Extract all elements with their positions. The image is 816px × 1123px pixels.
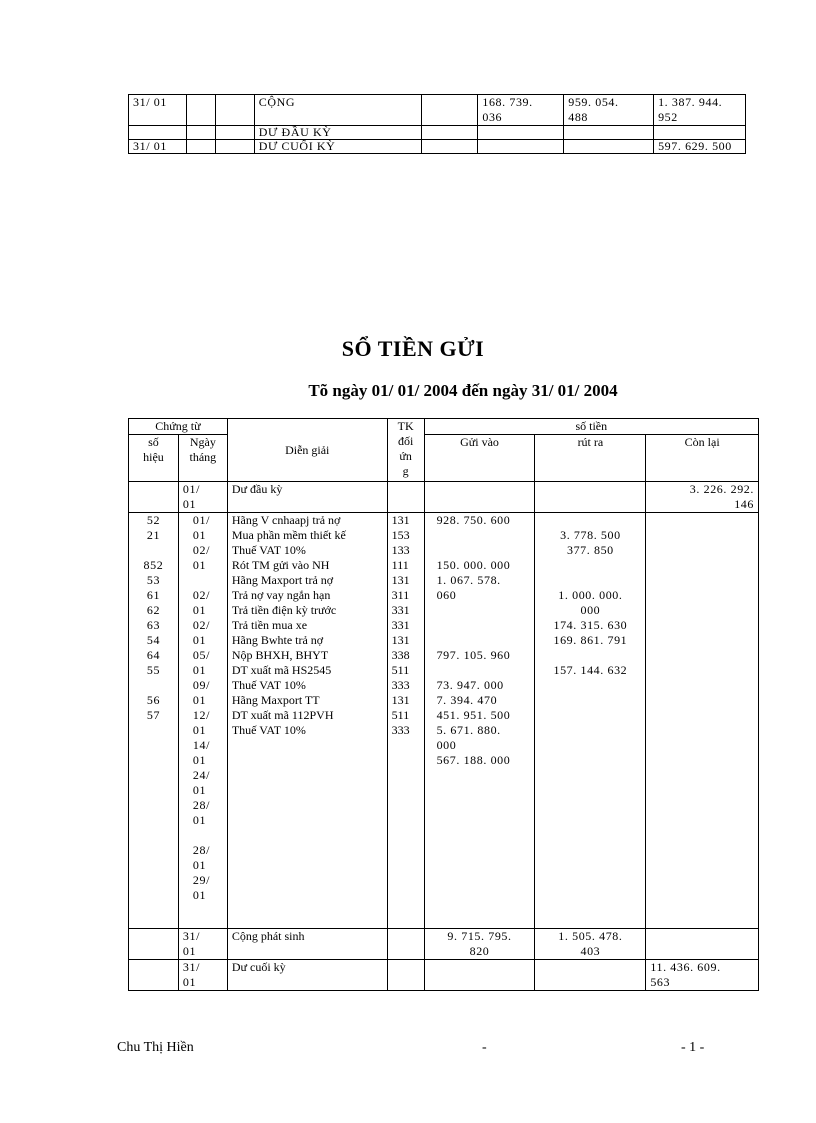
ledger-cell: 57 — [146, 708, 161, 722]
ledger-cell: 28/ — [192, 798, 211, 812]
summary-row-closing — [129, 140, 746, 154]
ledger-cell: 52 — [146, 513, 161, 527]
summary-value: 168. 739. 036 — [478, 95, 564, 126]
ledger-cell: Hãng Bwhte trả nợ — [231, 633, 324, 647]
ledger-cell — [133, 543, 174, 558]
col-tk — [387, 513, 424, 929]
ledger-cell: 131 — [391, 513, 410, 527]
entries-row — [129, 513, 759, 929]
ledger-cell: 63 — [146, 618, 161, 632]
ledger-cell: 14/ — [192, 738, 211, 752]
ledger-cell — [193, 828, 223, 843]
ledger-cell: 1. 067. 578. — [436, 573, 501, 587]
ledger-cell: Trả tiền điện kỳ trước — [231, 603, 337, 617]
ledger-cell: 01 — [192, 888, 207, 902]
header-dien-giai: Diễn giải — [227, 419, 387, 482]
ledger-cell: 928. 750. 600 — [436, 513, 511, 527]
row-date: 01/ 01 — [178, 482, 227, 513]
ledger-cell: 01/ — [192, 513, 211, 527]
ledger-cell: Hãng V cnhaapj trả nợ — [231, 513, 341, 527]
header-gui-vao: Gửi vào — [424, 435, 535, 482]
ledger-cell: 01 — [192, 813, 207, 827]
ledger-cell: 01 — [192, 858, 207, 872]
ledger-cell: 01 — [192, 663, 207, 677]
ledger-cell: 000 — [436, 738, 457, 752]
ledger-cell: Thuế VAT 10% — [231, 543, 306, 557]
ledger-cell: 133 — [391, 543, 410, 557]
summary-row-opening — [129, 126, 746, 140]
header-chung-tu: Chứng từ — [129, 419, 228, 435]
page-subtitle: Tõ ngày 01/ 01/ 2004 đến ngày 31/ 01/ 2004 — [308, 381, 618, 400]
opening-balance-row — [129, 482, 759, 513]
ledger-cell — [193, 573, 223, 588]
ledger-cell: 01 — [192, 558, 207, 572]
summary-date: 31/ 01 — [129, 140, 187, 154]
row-desc: Dư cuối kỳ — [227, 960, 387, 991]
ledger-cell: 131 — [391, 633, 410, 647]
ledger-cell: 28/ — [192, 843, 211, 857]
ledger-cell: 56 — [146, 693, 161, 707]
ledger-cell: DT xuất mã 112PVH — [231, 708, 334, 722]
ledger-cell: 797. 105. 960 — [436, 648, 511, 662]
ledger-cell: Nộp BHXH, BHYT — [231, 648, 329, 662]
ledger-cell: Rót TM gửi vào NH — [231, 558, 330, 572]
ledger-cell: DT xuất mã HS2545 — [231, 663, 332, 677]
ledger-cell — [437, 633, 531, 648]
ledger-cell: Hãng Maxport TT — [231, 693, 320, 707]
ledger-cell: 01 — [192, 783, 207, 797]
summary-desc: DƯ ĐẦU KỲ — [254, 126, 422, 140]
ledger-cell: 150. 000. 000 — [436, 558, 511, 572]
summary-value: 959. 054. 488 — [564, 95, 654, 126]
ledger-cell: 01 — [192, 603, 207, 617]
col-rut-ra — [535, 513, 646, 929]
ledger-cell — [437, 528, 531, 543]
ledger-cell: 451. 951. 500 — [436, 708, 511, 722]
ledger-cell: 060 — [436, 588, 457, 602]
row-balance: 3. 226. 292. 146 — [646, 482, 759, 513]
ledger-cell — [437, 618, 531, 633]
footer-page-number: - 1 - — [681, 1040, 705, 1055]
ledger-cell: 331 — [391, 618, 410, 632]
ledger-cell: 000 — [580, 603, 601, 617]
ledger-cell: Thuế VAT 10% — [231, 678, 306, 692]
ledger-cell: 377. 850 — [566, 543, 614, 557]
ledger-cell: 3. 778. 500 — [560, 528, 621, 542]
header-ngay-thang: Ngày tháng — [178, 435, 227, 482]
ledger-cell: 64 — [146, 648, 161, 662]
summary-desc: DƯ CUỐI KỲ — [254, 140, 422, 154]
ledger-cell: 333 — [391, 678, 410, 692]
col-so-hieu — [129, 513, 179, 929]
ledger-cell: 7. 394. 470 — [436, 693, 498, 707]
ledger-cell: 01 — [192, 633, 207, 647]
ledger-cell — [539, 573, 641, 588]
ledger-cell: 55 — [146, 663, 161, 677]
col-gui-vao — [424, 513, 535, 929]
ledger-cell: 01 — [192, 528, 207, 542]
ledger-cell: 131 — [391, 573, 410, 587]
ledger-cell — [539, 513, 641, 528]
summary-value: 597. 629. 500 — [654, 140, 746, 154]
ledger-cell: Mua phần mềm thiết kế — [231, 528, 346, 542]
ledger-cell: 157. 144. 632 — [553, 663, 628, 677]
ledger-cell: 02/ — [192, 543, 211, 557]
ledger-cell: 53 — [146, 573, 161, 587]
row-balance: 11. 436. 609. 563 — [646, 960, 759, 991]
ledger-cell: 24/ — [192, 768, 211, 782]
ledger-cell — [437, 603, 531, 618]
ledger-cell: 852 — [143, 558, 164, 572]
ledger-cell: Trả nợ vay ngắn hạn — [231, 588, 331, 602]
ledger-cell: 54 — [146, 633, 161, 647]
ledger-cell — [539, 648, 641, 663]
page-title: SỔ TIỀN GỬI — [341, 336, 485, 361]
ledger-cell: 333 — [391, 723, 410, 737]
ledger-cell: 05/ — [192, 648, 211, 662]
row-date: 31/ 01 — [178, 929, 227, 960]
total-row — [129, 929, 759, 960]
footer-separator: - — [482, 1040, 487, 1055]
ledger-cell: 338 — [391, 648, 410, 662]
ledger-cell: 01 — [192, 723, 207, 737]
ledger-cell: 511 — [391, 708, 410, 722]
footer-author: Chu Thị Hiền — [117, 1040, 194, 1055]
ledger-cell: 1. 000. 000. — [558, 588, 623, 602]
closing-balance-row — [129, 960, 759, 991]
ledger-cell — [437, 663, 531, 678]
header-rut-ra: rút ra — [535, 435, 646, 482]
ledger-cell — [437, 543, 531, 558]
col-dien-giai — [227, 513, 387, 929]
ledger-cell: Hãng Maxport trả nợ — [231, 573, 334, 587]
ledger-cell: 61 — [146, 588, 161, 602]
row-rut-ra: 1. 505. 478. 403 — [535, 929, 646, 960]
header-so-hieu: số hiệu — [129, 435, 179, 482]
ledger-cell: 131 — [391, 693, 410, 707]
ledger-cell: 01 — [192, 753, 207, 767]
row-desc: Dư đầu kỳ — [227, 482, 387, 513]
ledger-cell: 62 — [146, 603, 161, 617]
ledger-cell: 29/ — [192, 873, 211, 887]
ledger-cell: 153 — [391, 528, 410, 542]
ledger-cell: 01 — [192, 693, 207, 707]
ledger-cell: Thuế VAT 10% — [231, 723, 306, 737]
ledger-cell: 567. 188. 000 — [436, 753, 511, 767]
col-ngay-thang — [178, 513, 227, 929]
summary-table — [128, 94, 746, 154]
row-desc: Cộng phát sinh — [227, 929, 387, 960]
ledger-table — [128, 418, 759, 991]
ledger-cell: 169. 861. 791 — [553, 633, 628, 647]
ledger-cell: 73. 947. 000 — [436, 678, 504, 692]
row-date: 31/ 01 — [178, 960, 227, 991]
header-con-lai: Còn lại — [646, 435, 759, 482]
ledger-cell: 331 — [391, 603, 410, 617]
ledger-cell: 311 — [391, 588, 410, 602]
ledger-cell: 02/ — [192, 588, 211, 602]
ledger-cell: 5. 671. 880. — [436, 723, 501, 737]
ledger-cell: 174. 315. 630 — [553, 618, 628, 632]
summary-row-total — [129, 95, 746, 126]
summary-value: 1. 387. 944. 952 — [654, 95, 746, 126]
ledger-cell: 09/ — [192, 678, 211, 692]
ledger-cell: 12/ — [192, 708, 211, 722]
summary-date: 31/ 01 — [129, 95, 187, 126]
ledger-cell: Trả tiền mua xe — [231, 618, 308, 632]
ledger-cell: 21 — [146, 528, 161, 542]
ledger-cell: 02/ — [192, 618, 211, 632]
row-gui-vao: 9. 715. 795. 820 — [424, 929, 535, 960]
ledger-cell — [133, 678, 174, 693]
ledger-cell — [539, 558, 641, 573]
header-so-tien: số tiền — [424, 419, 758, 435]
ledger-cell: 111 — [391, 558, 409, 572]
summary-desc: CỘNG — [254, 95, 422, 126]
header-tk-doi-ung: TK đối ứn g — [387, 419, 424, 482]
ledger-cell: 511 — [391, 663, 410, 677]
